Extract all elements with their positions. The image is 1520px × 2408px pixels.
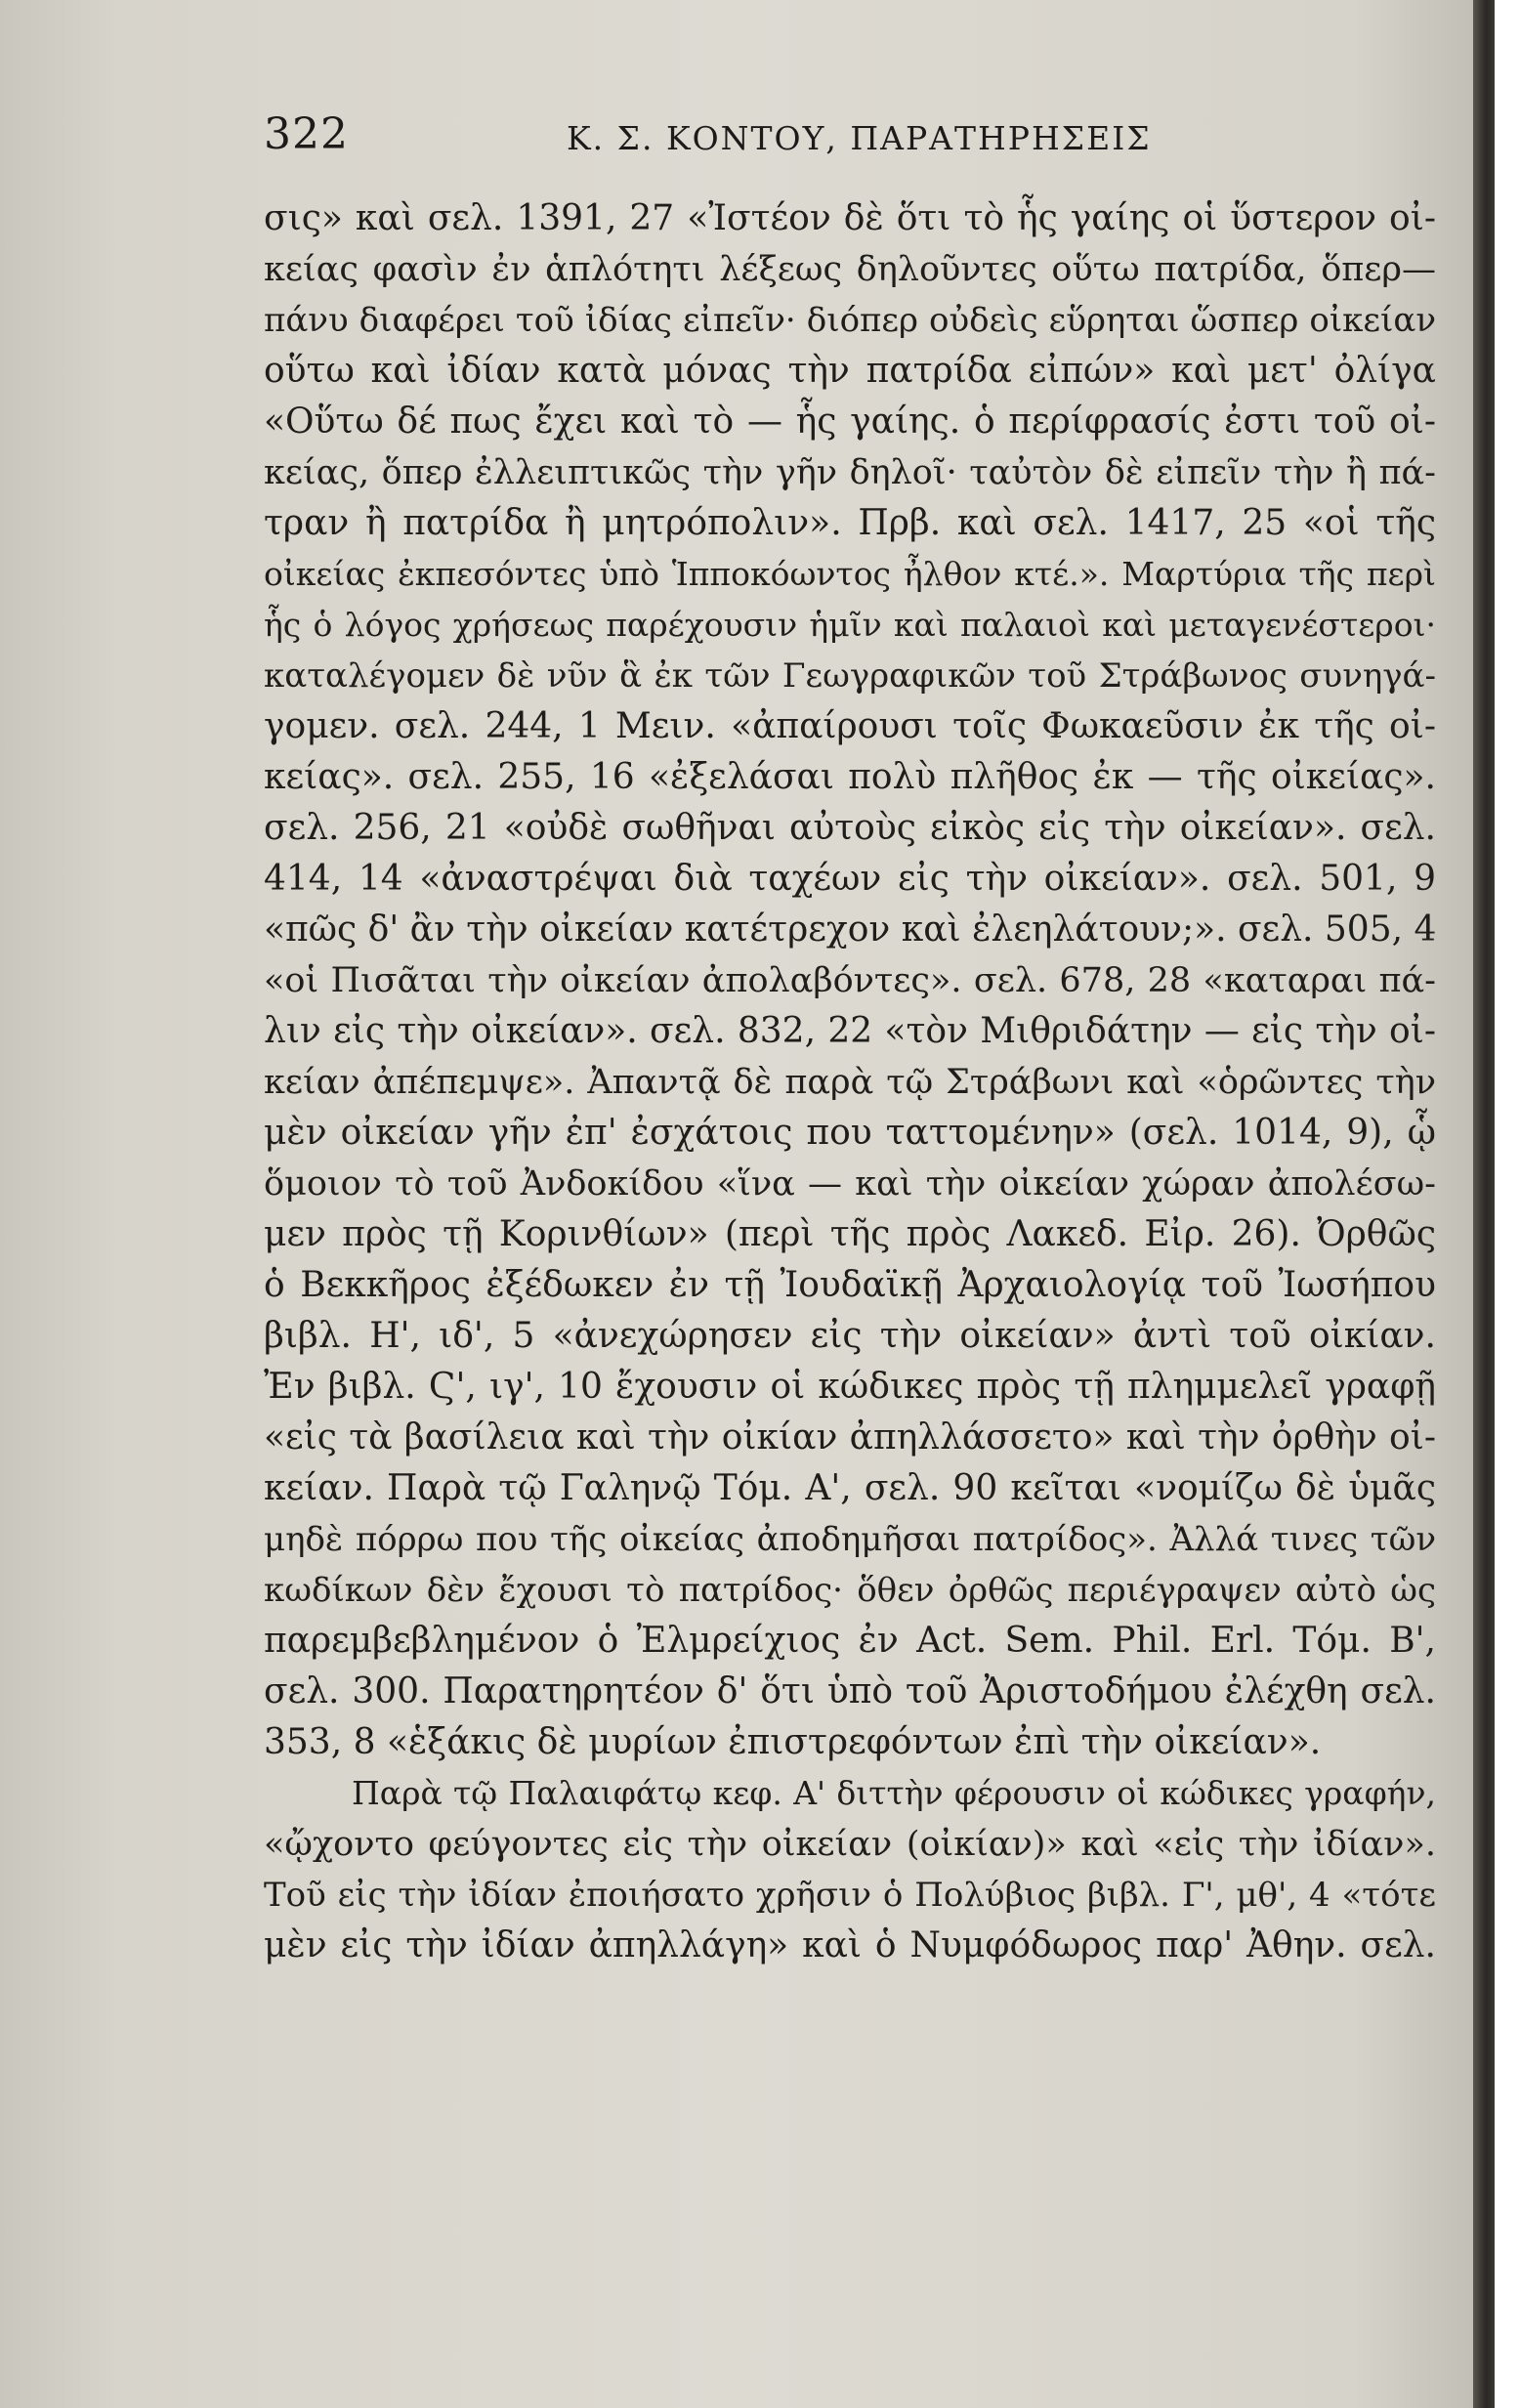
- text-line: λιν εἰς τὴν οἰκείαν». σελ. 832, 22 «τὸν Μιθριδάτην — εἰς τὴν οἰ-: [264, 1011, 1436, 1051]
- running-head: Κ. Σ. ΚΟΝΤΟΥ, ΠΑΡΑΤΗΡΗΣΕΙΣ: [567, 119, 1152, 157]
- text-line: Ἐν βιβλ. Ϛ', ιγ', 10 ἔχουσιν οἱ κώδικες πρὸς τῇ πλημμελεῖ γραφῇ: [264, 1367, 1436, 1407]
- text-line: γομεν. σελ. 244, 1 Μειν. «ἀπαίρουσι τοῖς Φωκαεῦσιν ἐκ τῆς οἰ-: [264, 706, 1436, 746]
- page-header: [264, 109, 1299, 178]
- text-line: 353, 8 «ἑξάκις δὲ μυρίων ἐπιστρεφόντων ἐπὶ τὴν οἰκείαν».: [264, 1722, 1322, 1762]
- text-line: κωδίκων δὲν ἔχουσι τὸ πατρίδος· ὅθεν ὀρθῶς περιέγραψεν αὐτὸ ὡς: [264, 1571, 1436, 1610]
- text-line: βιβλ. Η', ιδ', 5 «ἀνεχώρησεν εἰς τὴν οἰκείαν» ἀντὶ τοῦ οἰκίαν.: [264, 1316, 1436, 1356]
- text-line: σις» καὶ σελ. 1391, 27 «Ἰστέον δὲ ὅτι τὸ ἧς γαίης οἱ ὕστερον οἰ-: [264, 198, 1436, 238]
- text-line: ὅμοιον τὸ τοῦ Ἀνδοκίδου «ἵνα — καὶ τὴν οἰκείαν χώραν ἀπολέσω-: [264, 1164, 1436, 1204]
- text-line: κείας, ὅπερ ἐλλειπτικῶς τὴν γῆν δηλοῖ· ταὐτὸν δὲ εἰπεῖν τὴν ἢ πά-: [264, 453, 1436, 492]
- text-line: καταλέγομεν δὲ νῦν ἃ ἐκ τῶν Γεωγραφικῶν τοῦ Στράβωνος συνηγά-: [264, 656, 1436, 696]
- text-line: «Οὕτω δέ πως ἔχει καὶ τὸ — ἧς γαίης. ὁ περίφρασίς ἐστι τοῦ οἰ-: [264, 401, 1436, 442]
- text-line: κείαν ἀπέπεμψε». Ἀπαντᾷ δὲ παρὰ τῷ Στράβωνι καὶ «ὁρῶντες τὴν: [264, 1063, 1436, 1102]
- text-line: κείαν. Παρὰ τῷ Γαληνῷ Τόμ. Α', σελ. 90 κεῖται «νομίζω δὲ ὑμᾶς: [264, 1468, 1436, 1508]
- text-line: κείας φασὶν ἐν ἁπλότητι λέξεως δηλοῦντες οὕτω πατρίδα, ὅπερ—: [264, 250, 1436, 289]
- text-line: οἰκείας ἐκπεσόντες ὑπὸ Ἱπποκόωντος ἦλθον κτέ.». Μαρτύρια τῆς περὶ: [264, 555, 1436, 593]
- text-line: παρεμβεβλημένον ὁ Ἐλμρείχιος ἐν Act. Sem. Phil. Erl. Τόμ. Β',: [264, 1621, 1436, 1661]
- text-line: τραν ἢ πατρίδα ἢ μητρόπολιν». Πρβ. καὶ σελ. 1417, 25 «οἱ τῆς: [264, 503, 1436, 543]
- text-line: 414, 14 «ἀναστρέψαι διὰ ταχέων εἰς τὴν οἰκείαν». σελ. 501, 9: [264, 859, 1436, 899]
- text-line: «οἱ Πισᾶται τὴν οἰκείαν ἀπολαβόντες». σελ. 678, 28 «καταραι πά-: [264, 961, 1436, 1000]
- page-number: 322: [264, 109, 349, 159]
- text-line: κείας». σελ. 255, 16 «ἐξελάσαι πολὺ πλῆθος ἐκ — τῆς οἰκείας».: [264, 757, 1436, 797]
- text-line-paragraph-start: Παρὰ τῷ Παλαιφάτῳ κεφ. Α' διττὴν φέρουσιν οἱ κώδικες γραφήν,: [352, 1774, 1436, 1812]
- text-line: ἧς ὁ λόγος χρήσεως παρέχουσιν ἡμῖν καὶ παλαιοὶ καὶ μεταγενέστεροι·: [264, 606, 1436, 644]
- text-line: Τοῦ εἰς τὴν ἰδίαν ἐποιήσατο χρῆσιν ὁ Πολύβιος βιβλ. Γ', μθ', 4 «τότε: [264, 1876, 1436, 1915]
- text-line: «εἰς τὰ βασίλεια καὶ τὴν οἰκίαν ἀπηλλάσσετο» καὶ τὴν ὀρθὴν οἰ-: [264, 1417, 1436, 1457]
- text-line: «ᾤχοντο φεύγοντες εἰς τὴν οἰκείαν (οἰκίαν)» καὶ «εἰς τὴν ἰδίαν».: [264, 1825, 1436, 1864]
- text-line: σελ. 300. Παρατηρητέον δ' ὅτι ὑπὸ τοῦ Ἀριστοδήμου ἐλέχθη σελ.: [264, 1671, 1436, 1711]
- text-line: μὲν εἰς τὴν ἰδίαν ἀπηλλάγη» καὶ ὁ Νυμφόδωρος παρ' Ἀθην. σελ.: [264, 1925, 1436, 1965]
- text-line: μεν πρὸς τῇ Κορινθίων» (περὶ τῆς πρὸς Λακεδ. Εἰρ. 26). Ὀρθῶς: [264, 1214, 1436, 1254]
- page-edge: [1473, 0, 1495, 2408]
- text-line: ὁ Βεκκῆρος ἐξέδωκεν ἐν τῇ Ἰουδαϊκῇ Ἀρχαιολογίᾳ τοῦ Ἰωσήπου: [264, 1265, 1436, 1305]
- text-line: σελ. 256, 21 «οὐδὲ σωθῆναι αὐτοὺς εἰκὸς εἰς τὴν οἰκείαν». σελ.: [264, 808, 1436, 848]
- text-line: «πῶς δ' ἂν τὴν οἰκείαν κατέτρεχον καὶ ἐλεηλάτουν;». σελ. 505, 4: [264, 909, 1437, 950]
- text-line: μὲν οἰκείαν γῆν ἐπ' ἐσχάτοις που ταττομένην» (σελ. 1014, 9), ᾧ: [264, 1113, 1436, 1153]
- body-text: [264, 193, 1436, 1971]
- text-line: μηδὲ πόρρω που τῆς οἰκείας ἀποδημῆσαι πατρίδος». Ἀλλά τινες τῶν: [264, 1520, 1436, 1559]
- text-line: οὕτω καὶ ἰδίαν κατὰ μόνας τὴν πατρίδα εἰπών» καὶ μετ' ὀλίγα: [264, 351, 1436, 391]
- text-line: πάνυ διαφέρει τοῦ ἰδίας εἰπεῖν· διόπερ οὐδεὶς εὕρηται ὥσπερ οἰκείαν: [264, 301, 1436, 340]
